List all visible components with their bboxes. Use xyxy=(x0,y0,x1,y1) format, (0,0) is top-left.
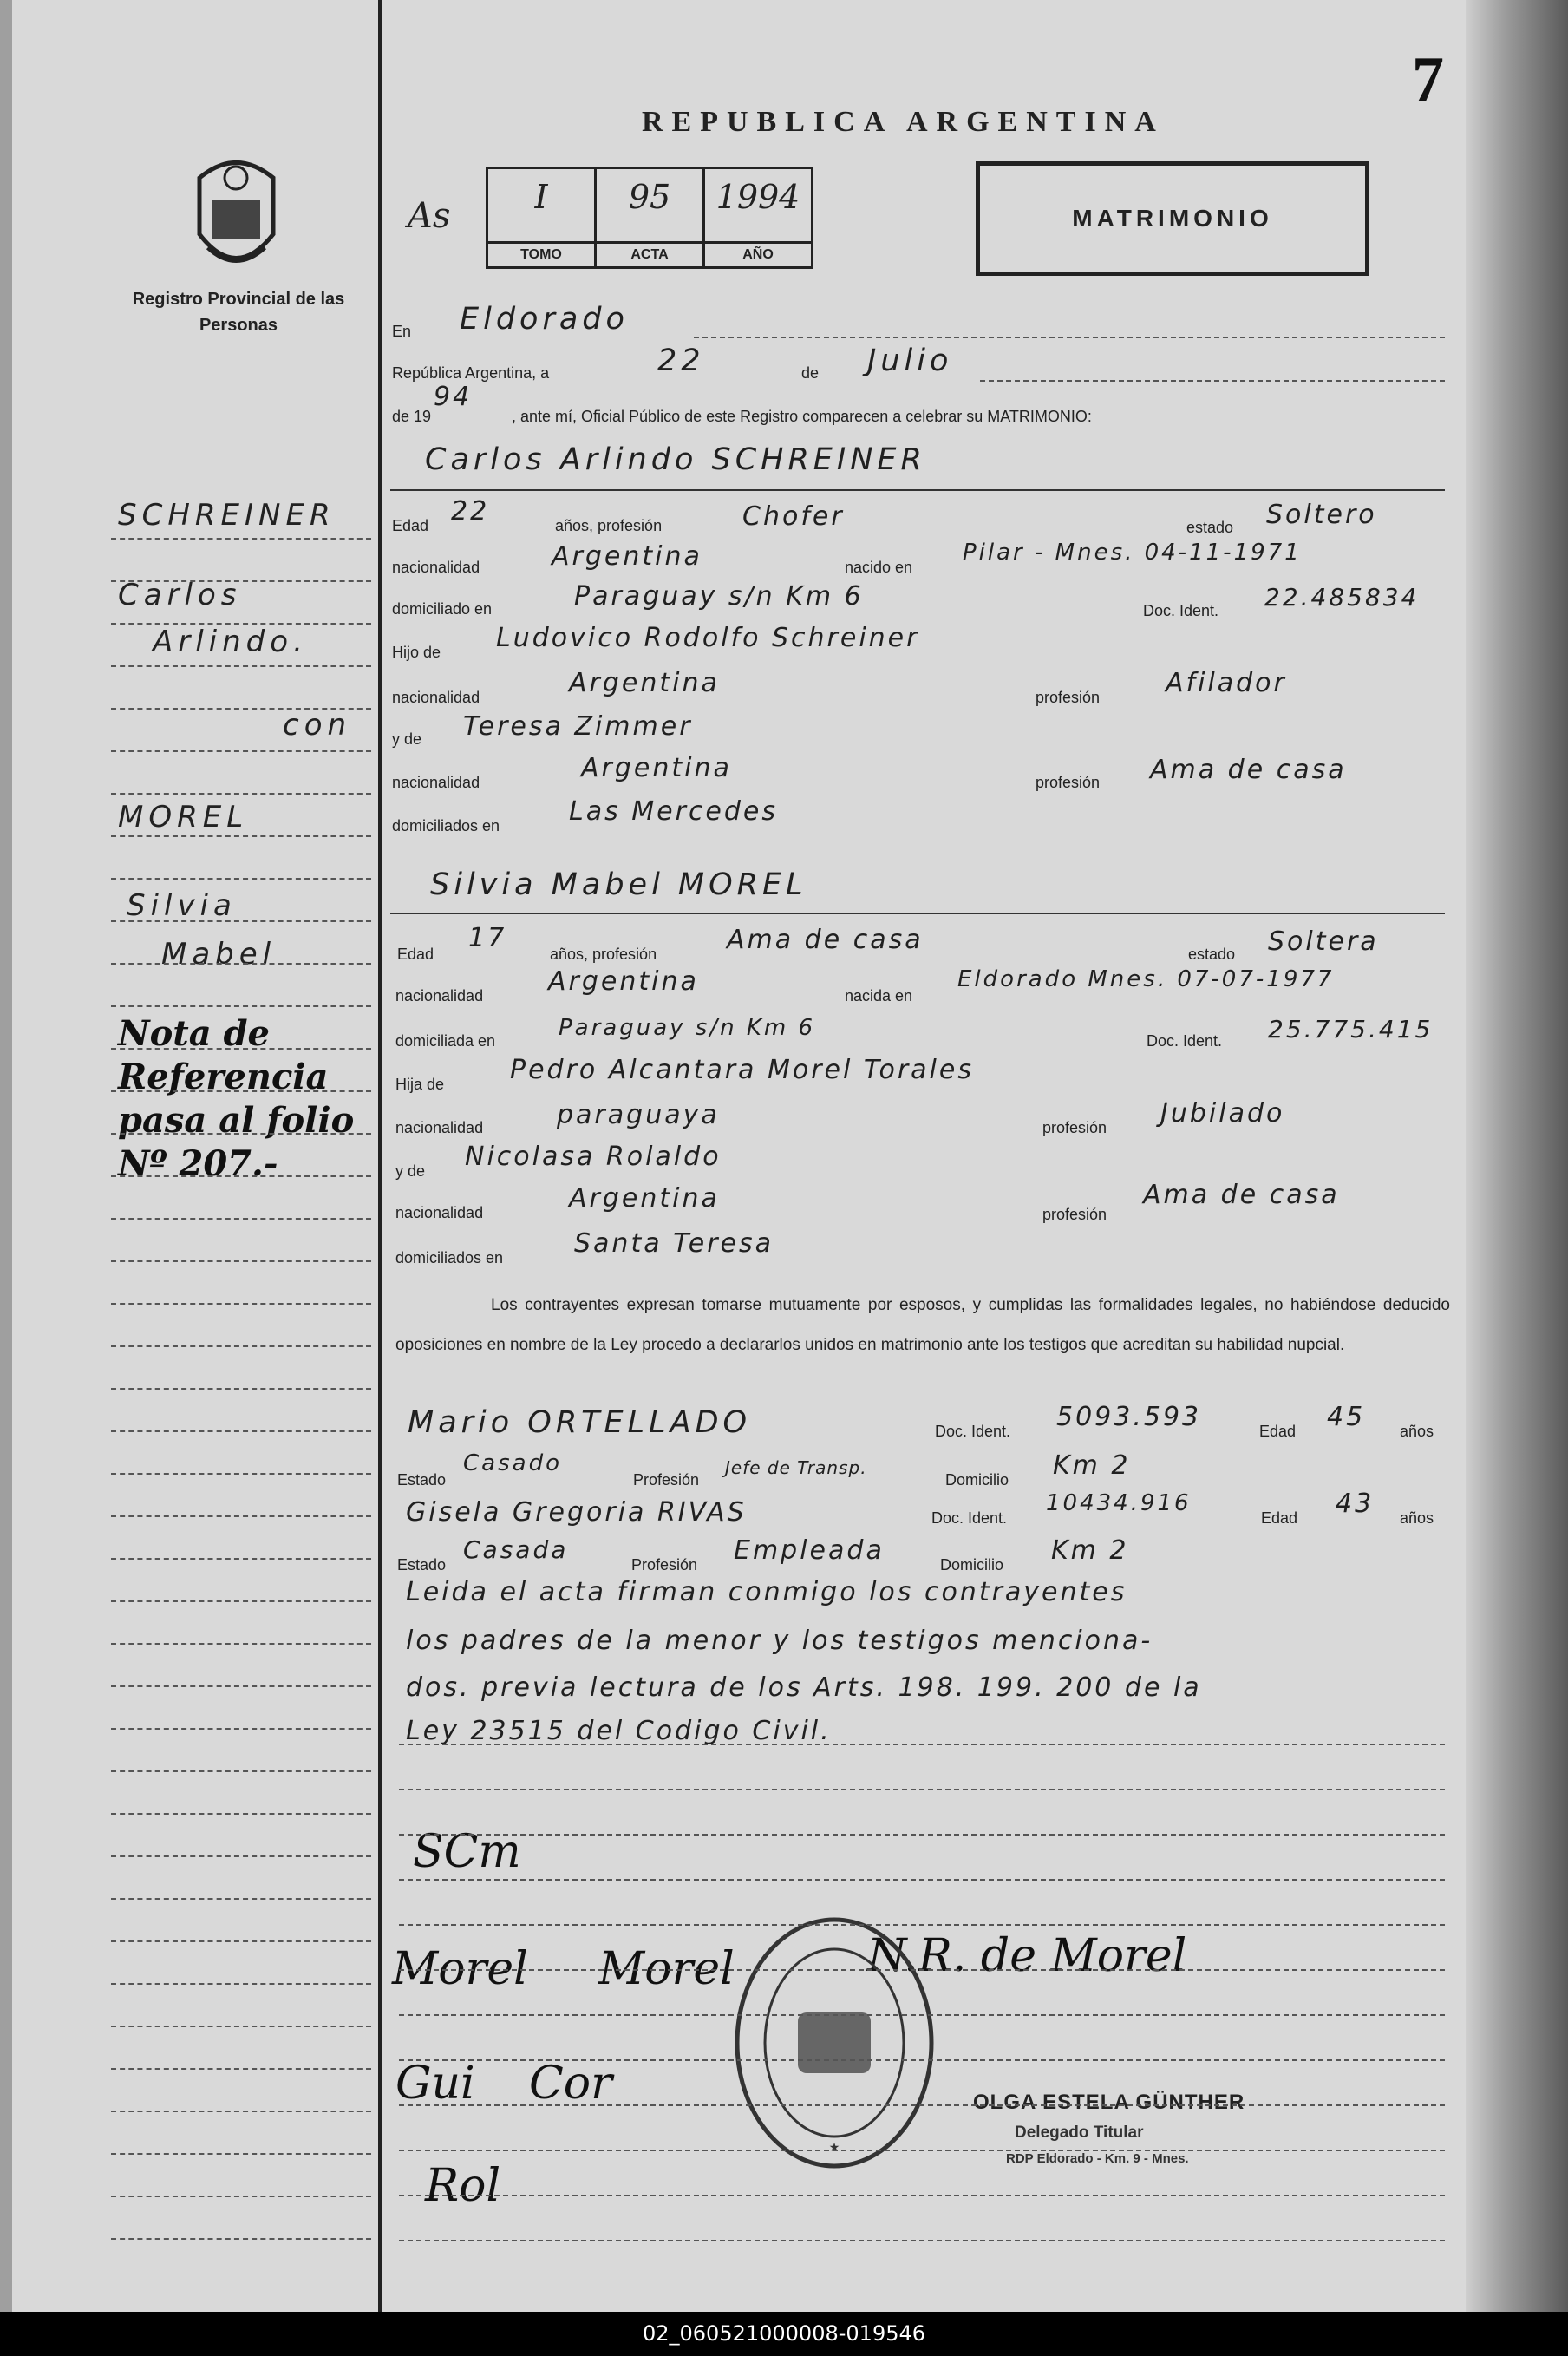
margin-con: con xyxy=(283,708,352,743)
body-ruled-line xyxy=(399,2014,1445,2016)
signature-mother: N.R. de Morel xyxy=(867,1930,1187,1982)
groom-nationality: Argentina xyxy=(552,541,702,572)
signature-father: Morel xyxy=(598,1943,735,1995)
groom-doc: 22.485834 xyxy=(1264,583,1420,612)
witness2-estado-label: Estado xyxy=(397,1556,447,1574)
margin-ruled-line xyxy=(111,1558,371,1560)
bride-age: 17 xyxy=(468,923,507,953)
bride-nationality: Argentina xyxy=(548,966,699,997)
bride-dom-label: domiciliada en xyxy=(395,1032,496,1050)
record-type-box: MATRIMONIO xyxy=(976,161,1369,276)
margin-given-1b: Arlindo. xyxy=(153,625,308,659)
year-suffix: 94 xyxy=(434,382,473,412)
margin-ruled-line xyxy=(111,538,371,540)
margin-ruled-line xyxy=(111,920,371,922)
bride-parents-dom-label: domiciliados en xyxy=(395,1249,504,1266)
bride-father-prof: Jubilado xyxy=(1160,1098,1285,1129)
registry-stamp-icon xyxy=(730,1913,938,2173)
groom-mother-nat-label: nacionalidad xyxy=(392,774,480,791)
acta-value: 95 xyxy=(628,178,671,216)
groom-age: 22 xyxy=(451,496,490,527)
witness1-name: Mario ORTELLADO xyxy=(408,1405,752,1440)
place-line xyxy=(694,337,1445,338)
closing-line-1: Leida el acta firman conmigo los contrayentes xyxy=(406,1577,1127,1607)
margin-ruled-line xyxy=(111,793,371,795)
body-ruled-line xyxy=(399,2104,1445,2106)
body-ruled-line xyxy=(399,1924,1445,1926)
margin-ruled-line xyxy=(111,623,371,625)
groom-estado-label: estado xyxy=(1186,519,1234,536)
witness2-domicilio-label: Domicilio xyxy=(940,1556,1004,1574)
groom-nac-label: nacionalidad xyxy=(392,559,480,576)
groom-mother-prof: Ama de casa xyxy=(1150,755,1347,785)
bride-doc-label: Doc. Ident. xyxy=(1147,1032,1223,1050)
acta-label: ACTA xyxy=(597,241,702,266)
witness2-status: Casada xyxy=(463,1535,569,1564)
groom-yde-label: y de xyxy=(392,730,422,748)
groom-profesion-label: años, profesión xyxy=(555,517,663,534)
witness2-edad-label: Edad xyxy=(1261,1509,1298,1527)
signature-extra: Rol xyxy=(425,2160,501,2212)
page-title: REPUBLICA ARGENTINA xyxy=(642,106,1165,138)
witness1-edad-label: Edad xyxy=(1259,1423,1297,1440)
margin-ruled-line xyxy=(111,1175,371,1177)
republica-label: República Argentina, a xyxy=(392,364,550,382)
bride-yde-label: y de xyxy=(395,1162,426,1180)
margin-ruled-line xyxy=(111,835,371,837)
margin-ruled-line xyxy=(111,1090,371,1092)
closing-line-3: dos. previa lectura de los Arts. 198. 199. 200 de la xyxy=(406,1672,1202,1703)
margin-ruled-line xyxy=(111,1388,371,1390)
bride-edad-label: Edad xyxy=(397,946,434,963)
day-value: 22 xyxy=(657,344,705,378)
body-ruled-line xyxy=(399,2195,1445,2196)
margin-divider xyxy=(378,0,382,2312)
margin-ruled-line xyxy=(111,2111,371,2112)
registry-name: Registro Provincial de las Personas xyxy=(132,290,345,335)
margin-ruled-line xyxy=(111,2026,371,2027)
bride-mother-prof-label: profesión xyxy=(1042,1206,1107,1223)
margin-ruled-line xyxy=(111,1600,371,1602)
body-ruled-line xyxy=(399,1744,1445,1745)
groom-nacido-label: nacido en xyxy=(845,559,913,576)
margin-ruled-line xyxy=(111,2153,371,2155)
witness1-doc-label: Doc. Ident. xyxy=(935,1423,1011,1440)
bride-mother: Nicolasa Rolaldo xyxy=(465,1142,722,1172)
body-ruled-line xyxy=(399,1789,1445,1790)
page-right-edge xyxy=(1466,0,1568,2312)
closing-line-2: los padres de la menor y los testigos menciona- xyxy=(406,1626,1153,1656)
groom-profession: Chofer xyxy=(742,501,845,532)
groom-dom-label: domiciliado en xyxy=(392,600,493,618)
groom-father-prof-label: profesión xyxy=(1036,689,1101,706)
ano-label: AÑO xyxy=(705,241,811,266)
margin-ruled-line xyxy=(111,750,371,752)
official-name: OLGA ESTELA GÜNTHER xyxy=(973,2091,1245,2114)
bride-nac-label: nacionalidad xyxy=(395,987,484,1005)
signature-groom: SCm xyxy=(413,1826,521,1878)
bride-profession: Ama de casa xyxy=(727,925,924,955)
margin-ruled-line xyxy=(111,580,371,582)
tomo-value: I xyxy=(534,178,548,216)
groom-parents-dom-label: domiciliados en xyxy=(392,817,500,834)
declaration-text: Los contrayentes expresan tomarse mutuamente por esposos, y cumplidas las formalidades legales, no habiéndose deducido oposiciones en nombre de la Ley procedo a declararlos unidos en matrimonio ante los testigos que acreditan su habilidad nupcial. xyxy=(395,1296,1450,1354)
groom-status: Soltero xyxy=(1266,500,1377,530)
witness2-anos-label: años xyxy=(1400,1509,1434,1527)
month-line xyxy=(980,380,1445,382)
official-title: Delegado Titular xyxy=(1015,2124,1144,2142)
witness1-prof-label: Profesión xyxy=(633,1471,700,1489)
bride-parents-address: Santa Teresa xyxy=(574,1228,774,1259)
witness2-doc: 10434.916 xyxy=(1046,1490,1192,1516)
margin-ruled-line xyxy=(111,1813,371,1815)
margin-ruled-line xyxy=(111,1260,371,1262)
groom-parents-address: Las Mercedes xyxy=(569,796,779,827)
groom-name: Carlos Arlindo SCHREINER xyxy=(425,442,926,477)
margin-ruled-line xyxy=(111,1855,371,1857)
body-ruled-line xyxy=(399,1879,1445,1881)
witness1-status: Casado xyxy=(463,1450,562,1476)
margin-ruled-line xyxy=(111,1898,371,1900)
bride-hija-label: Hija de xyxy=(395,1076,445,1093)
bride-separator xyxy=(390,913,1445,914)
bride-status: Soltera xyxy=(1268,926,1379,957)
margin-ruled-line xyxy=(111,963,371,965)
margin-ruled-line xyxy=(111,1218,371,1220)
witness1-age: 45 xyxy=(1327,1402,1366,1432)
groom-father: Ludovico Rodolfo Schreiner xyxy=(496,623,920,653)
groom-address: Paraguay s/n Km 6 xyxy=(574,581,864,612)
bride-estado-label: estado xyxy=(1188,946,1236,963)
margin-ruled-line xyxy=(111,1515,371,1517)
bride-nacida-label: nacida en xyxy=(845,987,913,1005)
ano-cell xyxy=(705,169,811,266)
witness1-anos-label: años xyxy=(1400,1423,1434,1440)
en-label: En xyxy=(392,323,412,340)
witness2-doc-label: Doc. Ident. xyxy=(931,1509,1008,1527)
bride-mother-nat: Argentina xyxy=(569,1183,720,1214)
margin-ruled-line xyxy=(111,1728,371,1730)
body-ruled-line xyxy=(399,2240,1445,2241)
margin-ruled-line xyxy=(111,1430,371,1432)
official-place: RDP Eldorado - Km. 9 - Mnes. xyxy=(1006,2151,1189,2166)
groom-separator xyxy=(390,489,1445,491)
bride-address: Paraguay s/n Km 6 xyxy=(559,1015,816,1041)
svg-text:★: ★ xyxy=(828,2140,840,2154)
margin-ruled-line xyxy=(111,708,371,710)
de-label: de xyxy=(801,364,820,382)
bride-father-nat-label: nacionalidad xyxy=(395,1119,484,1136)
groom-edad-label: Edad xyxy=(392,517,429,534)
groom-doc-label: Doc. Ident. xyxy=(1143,602,1219,619)
provincial-seal-icon xyxy=(182,152,291,282)
witness2-age: 43 xyxy=(1336,1489,1375,1519)
bride-father: Pedro Alcantara Morel Torales xyxy=(510,1055,974,1085)
margin-ruled-line xyxy=(111,1940,371,1942)
bride-father-nat: paraguaya xyxy=(557,1100,720,1130)
signature-witness-2: Cor xyxy=(529,2058,612,2110)
place-value: Eldorado xyxy=(460,302,629,337)
groom-father-prof: Afilador xyxy=(1166,668,1287,698)
margin-ruled-line xyxy=(111,665,371,667)
margin-given-1a: Carlos xyxy=(118,578,242,612)
margin-ruled-line xyxy=(111,878,371,880)
margin-given-2b: Mabel xyxy=(161,937,277,972)
tomo-label: TOMO xyxy=(488,241,594,266)
groom-father-nat-label: nacionalidad xyxy=(392,689,480,706)
margin-ruled-line xyxy=(111,1770,371,1772)
witness1-profession: Jefe de Transp. xyxy=(725,1457,867,1478)
margin-ruled-line xyxy=(111,2196,371,2197)
page-number: 7 xyxy=(1412,44,1444,115)
groom-father-nat: Argentina xyxy=(569,668,720,698)
body-ruled-line xyxy=(399,2059,1445,2061)
margin-ruled-line xyxy=(111,1048,371,1050)
margin-ruled-line xyxy=(111,1303,371,1305)
page-left-edge xyxy=(0,0,12,2312)
image-id-footer: 02_060521000008-019546 xyxy=(0,2312,1568,2356)
bride-mother-nat-label: nacionalidad xyxy=(395,1204,484,1221)
witness1-address: Km 2 xyxy=(1053,1450,1131,1481)
margin-ruled-line xyxy=(111,2238,371,2240)
margin-ruled-line xyxy=(111,1643,371,1645)
body-ruled-line xyxy=(399,1969,1445,1971)
acta-cell xyxy=(597,169,705,266)
margin-ruled-line xyxy=(111,1983,371,1985)
signature-bride: Morel xyxy=(392,1943,528,1995)
margin-ruled-line xyxy=(111,1345,371,1347)
groom-mother-prof-label: profesión xyxy=(1036,774,1101,791)
margin-ruled-line xyxy=(111,2068,371,2070)
witness2-name: Gisela Gregoria RIVAS xyxy=(406,1497,747,1528)
groom-hijo-label: Hijo de xyxy=(392,644,441,661)
margin-surname-2: MOREL xyxy=(118,800,249,834)
tomo-acta-ano-box xyxy=(486,167,813,269)
body-ruled-line xyxy=(399,2150,1445,2151)
signature-witness-1: Gui xyxy=(395,2058,475,2110)
year-prefix: de 19 xyxy=(392,408,432,425)
margin-reference-note: Nota de Referencia pasa al folio Nº 207.- xyxy=(118,1013,355,1184)
intro-statement: , ante mí, Oficial Público de este Registro comparecen a celebrar su MATRIMONIO: xyxy=(512,408,1092,425)
margin-ruled-line xyxy=(111,1685,371,1687)
closing-line-4: Ley 23515 del Codigo Civil. xyxy=(406,1716,832,1746)
tomo-cell xyxy=(488,169,597,266)
witness2-profession: Empleada xyxy=(734,1535,885,1566)
witness1-doc: 5093.593 xyxy=(1056,1402,1202,1432)
month-value: Julio xyxy=(867,344,953,378)
body-ruled-line xyxy=(399,1834,1445,1836)
witness2-prof-label: Profesión xyxy=(631,1556,698,1574)
bride-father-prof-label: profesión xyxy=(1042,1119,1107,1136)
margin-surname-1: SCHREINER xyxy=(118,498,336,533)
witness1-domicilio-label: Domicilio xyxy=(945,1471,1009,1489)
margin-ruled-line xyxy=(111,1005,371,1007)
witness1-estado-label: Estado xyxy=(397,1471,447,1489)
as-label: As xyxy=(408,196,451,236)
margin-ruled-line xyxy=(111,1133,371,1135)
bride-doc: 25.775.415 xyxy=(1268,1015,1434,1044)
groom-mother: Teresa Zimmer xyxy=(463,711,693,742)
ano-value: 1994 xyxy=(715,178,800,216)
margin-given-2a: Silvia xyxy=(127,888,237,923)
margin-ruled-line xyxy=(111,1473,371,1475)
bride-name: Silvia Mabel MOREL xyxy=(430,867,807,902)
witness2-address: Km 2 xyxy=(1051,1535,1129,1566)
groom-born: Pilar - Mnes. 04-11-1971 xyxy=(963,540,1302,566)
bride-born: Eldorado Mnes. 07-07-1977 xyxy=(957,966,1335,992)
bride-profesion-label: años, profesión xyxy=(550,946,657,963)
bride-mother-prof: Ama de casa xyxy=(1143,1180,1340,1210)
groom-mother-nat: Argentina xyxy=(581,753,732,783)
